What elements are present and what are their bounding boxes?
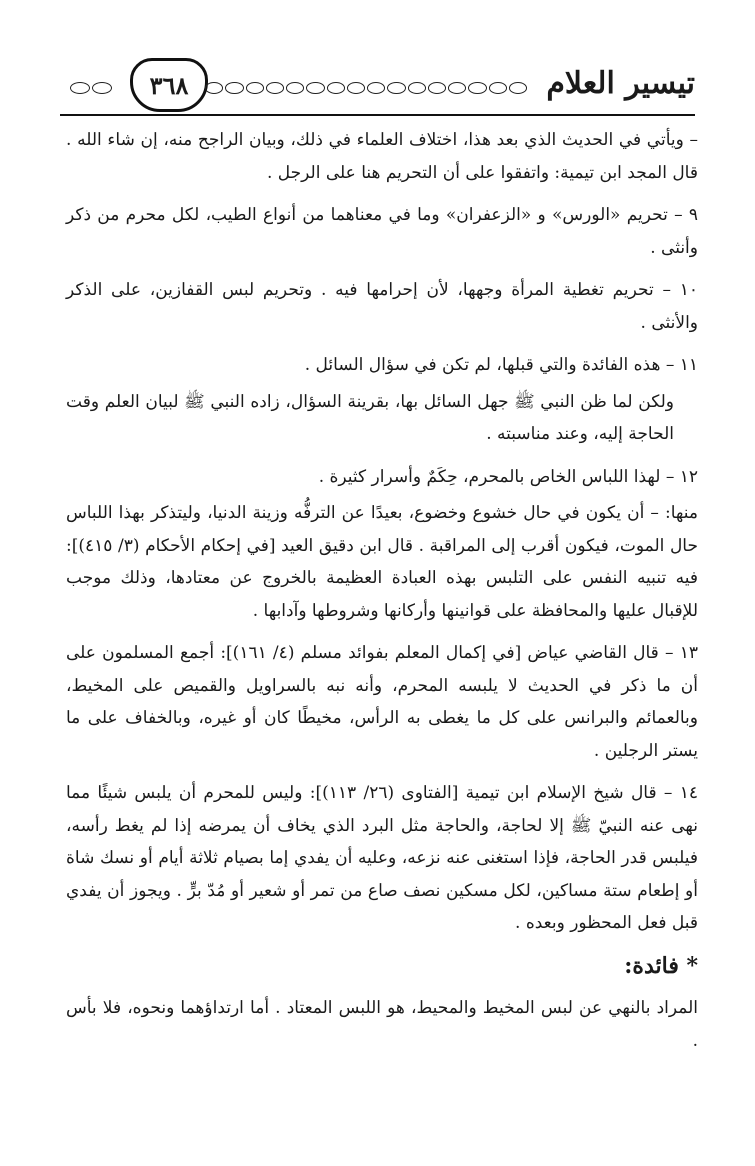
paragraph: ١١ – هذه الفائدة والتي قبلها، لم تكن في سؤال السائل . xyxy=(304,355,698,375)
paragraph: ٩ – تحريم «الورس» و «الزعفران» وما في معناهما من أنواع الطيب، لكل محرم من ذكر وأنثى . xyxy=(66,205,698,258)
page-body xyxy=(66,124,698,1067)
paragraph: منها: – أن يكون في حال خشوع وخضوع، بعيدًا عن الترفُّه وزينة الدنيا، وليتذكر بهذا اللباس حال الموت، فيكون أقرب إلى المراقبة . قال ابن دقيق العيد [في إحكام الأحكام (٣/ ٤١٥)]: فيه تنبيه النفس على التلبس بهذه العبادة العظيمة بالخروج عن معتادها، وذلك موجب للإقبال عليها والمحافظة على قوانينها وأركانها وشروطها وآدابها . xyxy=(66,503,698,621)
paragraph: – ويأتي في الحديث الذي بعد هذا، اختلاف العلماء في ذلك، وبيان الراجح منه، إن شاء الله . قال المجد ابن تيمية: واتفقوا على أن التحريم هنا على الرجل . xyxy=(66,130,698,183)
faida-heading: * فائدة: xyxy=(624,952,698,979)
paragraph: ولكن لما ظن النبي ﷺ جهل السائل بها، بقرينة السؤال، زاده النبي ﷺ لبيان العلم وقت الحاجة إليه، وعند مناسبته . xyxy=(66,391,674,444)
paragraph: ١٤ – قال شيخ الإسلام ابن تيمية [الفتاوى (٢٦/ ١١٣)]: وليس للمحرم أن يلبس شيئًا مما نهى عنه النبيّ ﷺ إلا لحاجة، والحاجة مثل البرد الذي يخاف أن يمرضه إذا لم يغط رأسه، فيلبس قدر الحاجة، فإذا استغنى عنه نزعه، وعليه أن يفدي إما بصيام ثلاثة أيام أو نسك شاة أو إطعام ستة مساكين، لكل مسكين نصف صاع من تمر أو شعير أو مُدّ برٍّ . ويجوز أن يفدي قبل فعل المحظور وبعده . xyxy=(66,783,698,933)
book-title: تيسير العلام xyxy=(546,66,695,101)
paragraph: ١٣ – قال القاضي عياض [في إكمال المعلم بفوائد مسلم (٤/ ١٦١)]: أجمع المسلمون على أن ما ذكر في الحديث لا يلبسه المحرم، وأنه نبه بالسراويل والقميص على المخيط، وبالعمائم والبرانس على كل ما يغطى به الرأس، مخيطًا كان أو غيره، وبالخفاف على ما يستر الرجلين . xyxy=(66,643,698,761)
header-rule xyxy=(60,114,695,116)
ornament-chain xyxy=(205,82,527,96)
paragraph: ١٠ – تحريم تغطية المرأة وجهها، لأن إحرامها فيه . وتحريم لبس القفازين، على الذكر والأنثى . xyxy=(66,280,698,333)
page-number: ٣٦٨ xyxy=(130,58,208,112)
ornament-chain-small xyxy=(70,82,112,94)
page-header xyxy=(55,62,695,112)
paragraph: ١٢ – لهذا اللباس الخاص بالمحرم، حِكَمٌ وأسرار كثيرة . xyxy=(318,466,698,487)
faida-text: المراد بالنهي عن لبس المخيط والمحيط، هو اللبس المعتاد . أما ارتداؤهما ونحوه، فلا بأس . xyxy=(66,998,698,1051)
